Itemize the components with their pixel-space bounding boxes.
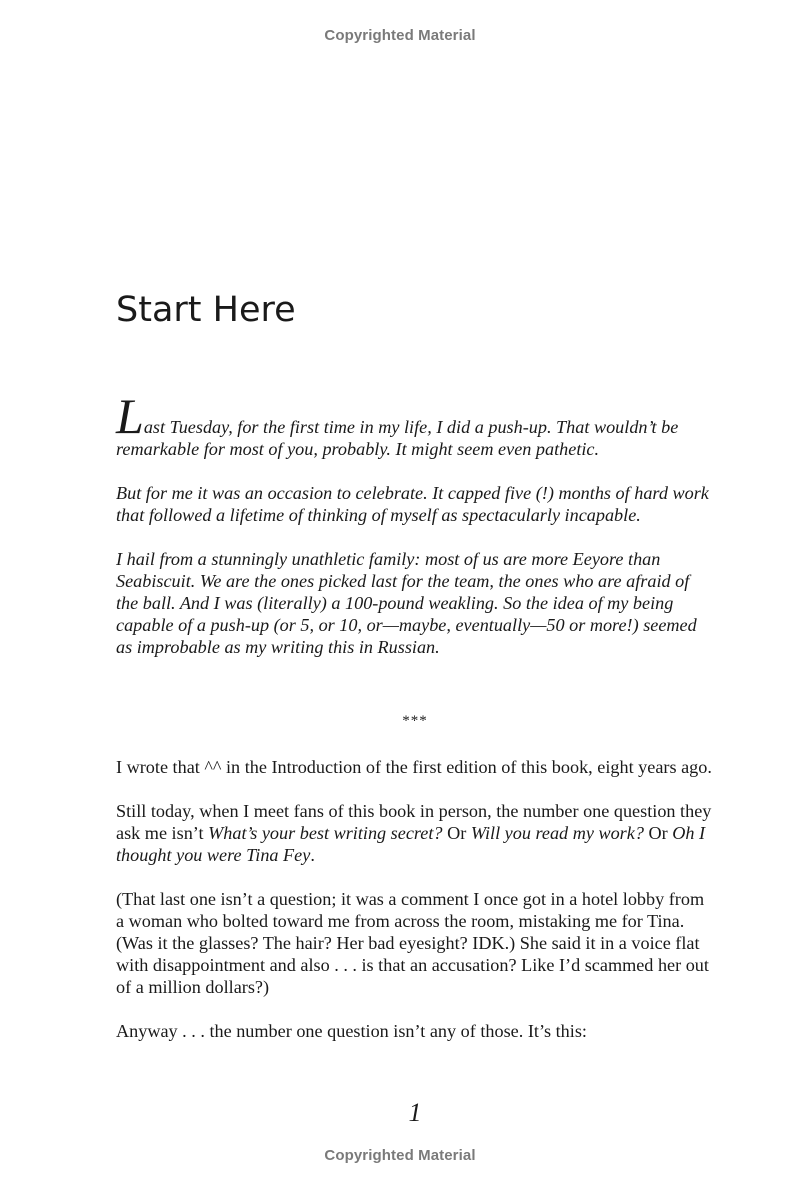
main-paragraph-1: I wrote that ^^ in the Introduction of the first edition of this book, eight years ago. bbox=[116, 757, 712, 777]
main-paragraph-2-part-4: . bbox=[310, 845, 315, 865]
main-paragraph-2-part-2: Or bbox=[442, 823, 471, 843]
page-number: 1 bbox=[408, 1098, 422, 1127]
main-paragraph-2-part-3: Or bbox=[643, 823, 673, 843]
main-section bbox=[116, 756, 716, 1064]
intro-section bbox=[116, 388, 716, 680]
intro-paragraph-1 bbox=[116, 388, 716, 460]
question-writing-secret: What’s your best writing secret? bbox=[208, 823, 443, 843]
main-paragraph-2-part-1: Still today, when I meet fans of this book in person, the number one question they ask me isn’t bbox=[116, 801, 712, 843]
intro-paragraph-2: But for me it was an occasion to celebrate. It capped five (!) months of hard work that followed a lifetime of thinking of myself as spectacularly incapable. bbox=[116, 483, 709, 525]
main-paragraph-3: (That last one isn’t a question; it was a comment I once got in a hotel lobby from a woman who bolted toward me from across the room, mistaking me for Tina. (Was it the glasses? The hair? Her bad eyesight? IDK.) She said it in a voice flat with disappointment and also . . . is that an accusation? Like I’d scammed her out of a million dollars?) bbox=[116, 889, 709, 997]
question-read-my-work: Will you read my work? bbox=[470, 823, 644, 843]
comment-tina-fey: Oh I thought you were Tina Fey bbox=[116, 823, 706, 865]
copyright-watermark-top: Copyrighted Material bbox=[324, 27, 476, 44]
main-paragraph-4: Anyway . . . the number one question isn’t any of those. It’s this: bbox=[116, 1021, 587, 1041]
intro-paragraph-3: I hail from a stunningly unathletic family: most of us are more Eeyore than Seabiscuit. We are the ones picked last for the team, the ones who are afraid of the ball. And I was (literally) a 100-pound weakling. So the idea of my being capable of a push-up (or 5, or 10, or—maybe, eventually—50 or more!) seemed as improbable as my writing this in Russian. bbox=[116, 549, 697, 657]
drop-cap: L bbox=[116, 388, 144, 444]
copyright-watermark-bottom: Copyrighted Material bbox=[324, 1147, 476, 1164]
chapter-title: Start Here bbox=[116, 290, 296, 330]
intro-paragraph-1-text: ast Tuesday, for the first time in my life, I did a push-up. That wouldn’t be remarkable for most of you, probably. It might seem even pathetic. bbox=[116, 417, 679, 459]
section-separator: *** bbox=[402, 713, 428, 729]
main-paragraph-2 bbox=[116, 800, 716, 866]
